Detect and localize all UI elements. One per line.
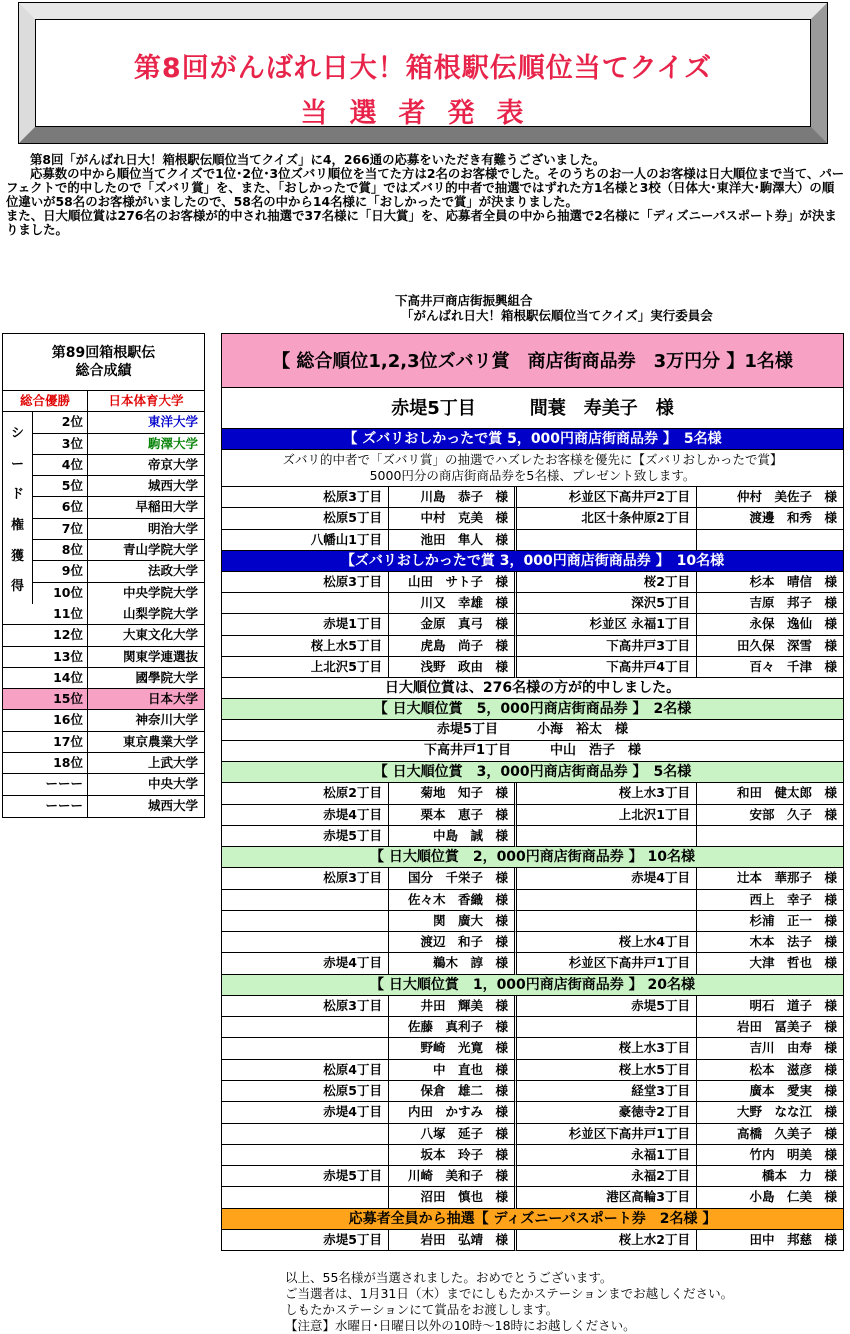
school-cell: 山梨学院大学	[122, 605, 198, 621]
intro-paragraph-1: 第8回「がんばれ日大！箱根駅伝順位当てクイズ」に4，266通の応募をいただき有難うございました。	[30, 152, 606, 167]
results-subtitle: 総合成績	[75, 363, 132, 379]
address-cell: 上北沢5丁目	[221, 657, 389, 678]
results-row	[3, 412, 204, 433]
footer-line-2: ご当選者は、1月31日（木）までにしもたかステーションまでお越しください。	[285, 1286, 734, 1301]
name-cell: 川又 幸雄 様	[389, 593, 517, 614]
school-cell: 城西大学	[147, 797, 198, 813]
school-cell: 城西大学	[147, 478, 198, 494]
rank-cell: 8位	[33, 540, 88, 560]
name-cell: 保倉 雄二 様	[389, 1081, 517, 1102]
winner-row	[3, 391, 204, 412]
school-cell: 駒澤大学	[147, 435, 198, 451]
name-cell: 杉浦 正一 様	[697, 911, 844, 932]
address-cell	[517, 911, 697, 932]
name-cell: 廣本 愛実 様	[697, 1081, 844, 1102]
address-cell: 赤堤4丁目	[517, 868, 697, 889]
nichidai-3000-header: 【 日大順位賞 3，000円商店街商品券 】 5名様	[221, 762, 844, 783]
winner-row	[221, 1038, 844, 1059]
address-cell: 下高井戸3丁目	[517, 636, 697, 657]
name-cell: 仲村 美佐子 様	[697, 487, 844, 508]
name-cell: 野崎 光寛 様	[389, 1038, 517, 1059]
name-cell: 沼田 慎也 様	[389, 1187, 517, 1208]
address-cell: 経堂3丁目	[517, 1081, 697, 1102]
address-cell: 赤堤5丁目	[221, 1230, 389, 1251]
name-cell: 明石 道子 様	[697, 996, 844, 1017]
address-cell: 桜上水3丁目	[517, 1038, 697, 1059]
nichidai-2000-header: 【 日大順位賞 2，000円商店街商品券 】 10名様	[221, 847, 844, 868]
oshi-5000-winners	[221, 487, 844, 551]
address-cell: 赤堤1丁目	[221, 614, 389, 635]
address-cell: 杉並区下高井戸1丁目	[517, 953, 697, 974]
address-cell	[221, 1145, 389, 1166]
address-cell: 松原4丁目	[221, 1060, 389, 1081]
name-cell: 佐藤 真利子 様	[389, 1017, 517, 1038]
address-cell: 桜上水5丁目	[517, 1060, 697, 1081]
school-cell: 東洋大学	[147, 414, 198, 430]
name-cell: 渡邊 和秀 様	[697, 508, 844, 529]
rank-cell: 9位	[33, 561, 88, 581]
address-cell: 北区十条仲原2丁目	[517, 508, 697, 529]
winner-label: 総合優勝	[3, 391, 88, 411]
page-subtitle: 当選者発表	[300, 98, 546, 129]
school-cell: 上武大学	[147, 755, 198, 771]
nichidai-2000-winners	[221, 868, 844, 974]
address-cell	[221, 593, 389, 614]
name-cell: 高橋 久美子 様	[697, 1124, 844, 1145]
name-cell: 小島 仁美 様	[697, 1187, 844, 1208]
address-cell: 下高井戸4丁目	[517, 657, 697, 678]
address-cell: 桜上水2丁目	[517, 1230, 697, 1251]
organizer	[395, 293, 713, 323]
seed-char: ー	[10, 456, 24, 472]
results-row	[3, 647, 204, 668]
address-cell: 松原5丁目	[221, 1081, 389, 1102]
name-cell: 山田 サト子 様	[389, 572, 517, 593]
winner-row	[221, 783, 844, 804]
name-cell: 国分 千栄子 様	[389, 868, 517, 889]
address-cell: 赤堤5丁目	[221, 1166, 389, 1187]
results-row	[3, 540, 204, 561]
school-cell: 帝京大学	[147, 456, 198, 472]
name-cell: 竹内 明美 様	[697, 1145, 844, 1166]
school-cell: 神奈川大学	[135, 712, 198, 728]
name-cell: 井田 輝美 様	[389, 996, 517, 1017]
name-cell: 辻本 華那子 様	[697, 868, 844, 889]
name-cell: 栗本 恵子 様	[389, 805, 517, 826]
seed-char: シ	[10, 426, 24, 442]
results-header	[3, 334, 204, 391]
nichidai-note: 日大順位賞は、276名様の方が的中しました。	[221, 678, 844, 699]
title-box	[35, 19, 811, 127]
seed-char: ド	[10, 487, 24, 503]
oshi-5000-note	[221, 450, 844, 487]
winner-row	[221, 1187, 844, 1208]
name-cell: 田中 邦慈 様	[697, 1230, 844, 1251]
organizer-line-1: 下高井戸商店街振興組合	[395, 293, 533, 308]
name-cell: 百々 千津 様	[697, 657, 844, 678]
seed-char: 得	[10, 579, 24, 595]
intro-text	[6, 153, 846, 237]
name-cell: 中島 誠 様	[389, 826, 517, 847]
name-cell: 菊地 知子 様	[389, 783, 517, 804]
address-cell: 港区高輪3丁目	[517, 1187, 697, 1208]
address-cell: 松原3丁目	[221, 487, 389, 508]
name-cell	[697, 826, 844, 847]
winner-row	[221, 487, 844, 508]
name-cell: 西上 幸子 様	[697, 890, 844, 911]
address-cell	[517, 1017, 697, 1038]
name-cell: 鵜木 諄 様	[389, 953, 517, 974]
zubari-winner: 赤堤5丁目 間蓑 寿美子 様	[221, 388, 844, 429]
oshi-5000-note-line-1: ズバリ的中者で「ズバリ賞」の抽選でハズレたお客様を優先に【ズバリおしかったで賞】	[282, 452, 783, 467]
address-cell	[221, 932, 389, 953]
winner-row	[221, 805, 844, 826]
school-cell: 中央大学	[147, 776, 198, 792]
name-cell: 浅野 政由 様	[389, 657, 517, 678]
address-cell: 赤堤4丁目	[221, 1102, 389, 1123]
seed-label	[3, 412, 33, 604]
address-cell	[221, 1124, 389, 1145]
address-cell	[221, 1187, 389, 1208]
rank-cell: 11位	[3, 604, 88, 624]
footer-line-1: 以上、55名様が当選されました。おめでとうございます。	[285, 1270, 613, 1285]
results-row	[3, 796, 204, 817]
name-cell: 杉本 晴信 様	[697, 572, 844, 593]
address-cell	[221, 1017, 389, 1038]
results-row	[3, 625, 204, 646]
results-row	[3, 689, 204, 710]
address-cell: 杉並区 永福1丁目	[517, 614, 697, 635]
rank-cell: 15位	[3, 689, 88, 709]
school-cell: 國學院大学	[135, 669, 198, 685]
winner-row	[221, 868, 844, 889]
name-cell: 佐々木 香織 様	[389, 890, 517, 911]
name-cell: 橋本 力 様	[697, 1166, 844, 1187]
address-cell: 松原3丁目	[221, 868, 389, 889]
name-cell: 中村 克美 様	[389, 508, 517, 529]
address-cell: 赤堤4丁目	[221, 805, 389, 826]
name-cell: 川島 恭子 様	[389, 487, 517, 508]
name-cell: 安部 久子 様	[697, 805, 844, 826]
name-cell: 和田 健太郎 様	[697, 783, 844, 804]
name-cell: 大津 哲也 様	[697, 953, 844, 974]
address-cell: 松原5丁目	[221, 508, 389, 529]
winner-row	[221, 1145, 844, 1166]
school-cell: 関東学連選抜	[122, 648, 198, 664]
rank-cell: 13位	[3, 647, 88, 667]
winner-row	[221, 911, 844, 932]
address-cell: 赤堤5丁目	[517, 996, 697, 1017]
winner-row	[221, 530, 844, 551]
address-cell: 永福2丁目	[517, 1166, 697, 1187]
address-cell	[517, 826, 697, 847]
winner-row	[221, 890, 844, 911]
address-cell: 松原3丁目	[221, 996, 389, 1017]
winner-row	[221, 932, 844, 953]
school-cell: 大東文化大学	[122, 627, 198, 643]
results-title: 第89回箱根駅伝	[51, 345, 156, 361]
address-cell: 桜上水5丁目	[221, 636, 389, 657]
rank-cell: 4位	[33, 455, 88, 475]
winner-row	[221, 1230, 844, 1251]
organizer-line-2: 「がんばれ日大！箱根駅伝順位当てクイズ」実行委員会	[401, 308, 713, 323]
address-cell	[517, 530, 697, 551]
address-cell: 赤堤4丁目	[221, 953, 389, 974]
winner-row	[221, 1081, 844, 1102]
name-cell: 木本 法子 様	[697, 932, 844, 953]
rank-cell: ーーー	[3, 796, 88, 817]
address-cell: 永福1丁目	[517, 1145, 697, 1166]
rank-cell: 7位	[33, 519, 88, 539]
intro-paragraph-2: 応募数の中から順位当てクイズで1位･2位･3位ズバリ順位を当てた方は2名のお客様でした。そのうちのお一人のお客様は日大順位まで当て、パーフェクトで的中したので「ズバリ賞」を、また、「おしかったで賞」ではズバリ的中者で抽選ではずれた方1名様と3校（日体大･東洋大･駒澤大）の順位違いが58名のお客様がいましたので、58名の中から14名様に「おしかったで賞」が決まりました。	[6, 166, 845, 209]
school-cell: 東京農業大学	[122, 733, 198, 749]
name-cell: 虎島 尚子 様	[389, 636, 517, 657]
nichidai-5000-header: 【 日大順位賞 5，000円商店街商品券 】 2名様	[221, 699, 844, 720]
rank-cell: 3位	[33, 434, 88, 454]
name-cell: 池田 隼人 様	[389, 530, 517, 551]
name-cell: 岩田 冨美子 様	[697, 1017, 844, 1038]
name-cell: 金原 真弓 様	[389, 614, 517, 635]
name-cell: 坂本 玲子 様	[389, 1145, 517, 1166]
rank-cell: 16位	[3, 710, 88, 730]
seed-char: 権	[10, 518, 24, 534]
school-cell: 青山学院大学	[122, 542, 198, 558]
footer-notice	[285, 1270, 733, 1334]
winner-row	[221, 1124, 844, 1145]
rank-cell: ーーー	[3, 774, 88, 794]
name-cell: 吉川 由寿 様	[697, 1038, 844, 1059]
results-row	[3, 519, 204, 540]
winner-row	[221, 996, 844, 1017]
winner-row	[221, 1060, 844, 1081]
school-cell: 早稲田大学	[135, 499, 198, 515]
address-cell: 深沢5丁目	[517, 593, 697, 614]
results-row	[3, 476, 204, 497]
prize-list	[221, 333, 844, 1251]
winner-row	[221, 657, 844, 678]
results-row	[3, 434, 204, 455]
name-cell: 永保 逸仙 様	[697, 614, 844, 635]
name-cell	[697, 530, 844, 551]
address-cell: 豪徳寺2丁目	[517, 1102, 697, 1123]
name-cell: 内田 かすみ 様	[389, 1102, 517, 1123]
name-cell: 渡辺 和子 様	[389, 932, 517, 953]
name-cell: 八塚 延子 様	[389, 1124, 517, 1145]
rank-cell: 2位	[33, 412, 88, 432]
rank-cell: 17位	[3, 732, 88, 752]
name-cell: 田久保 深雪 様	[697, 636, 844, 657]
race-results-table	[2, 333, 205, 818]
seed-char: 獲	[10, 548, 24, 564]
school-cell: 法政大学	[147, 563, 198, 579]
address-cell	[221, 911, 389, 932]
results-row	[3, 583, 204, 604]
address-cell: 杉並区下高井戸1丁目	[517, 1124, 697, 1145]
intro-paragraph-3: また、日大順位賞は276名のお客様が的中され抽選で37名様に「日大賞」を、応募者全員の中から抽選で2名様に「ディズニーパスポート券」が決まりました。	[6, 208, 837, 237]
disney-winners	[221, 1230, 844, 1251]
disney-header: 応募者全員から抽選【 ディズニーパスポート券 2名様 】	[221, 1209, 844, 1230]
name-cell: 中 直也 様	[389, 1060, 517, 1081]
address-cell: 赤堤5丁目	[221, 826, 389, 847]
rank-cell: 10位	[33, 583, 88, 604]
winner-row	[221, 1017, 844, 1038]
results-row	[3, 604, 204, 625]
rank-cell: 6位	[33, 497, 88, 517]
results-row	[3, 774, 204, 795]
zubari-prize-header: 【 総合順位1,2,3位ズバリ賞 商店街商品券 3万円分 】1名様	[221, 333, 844, 388]
address-cell: 上北沢1丁目	[517, 805, 697, 826]
results-row	[3, 732, 204, 753]
results-row	[3, 497, 204, 518]
name-cell: 岩田 弘靖 様	[389, 1230, 517, 1251]
footer-line-3: しもたかステーションにて賞品をお渡しします。	[285, 1302, 559, 1317]
nichidai-5000-winner-2: 下高井戸1丁目 中山 浩子 様	[221, 741, 844, 762]
address-cell	[517, 890, 697, 911]
rank-cell: 14位	[3, 668, 88, 688]
winner-row	[221, 826, 844, 847]
winner-row	[221, 593, 844, 614]
winner-row	[221, 614, 844, 635]
school-cell: 明治大学	[147, 520, 198, 536]
name-cell: 大野 なな江 様	[697, 1102, 844, 1123]
winner-row	[221, 508, 844, 529]
nichidai-1000-header: 【 日大順位賞 1，000円商店街商品券 】 20名様	[221, 975, 844, 996]
results-row	[3, 561, 204, 582]
rank-cell: 18位	[3, 753, 88, 773]
address-cell: 桜上水3丁目	[517, 783, 697, 804]
oshi-3000-winners	[221, 572, 844, 678]
school-cell: 日本大学	[147, 691, 198, 707]
winner-row	[221, 572, 844, 593]
nichidai-5000-winner-1: 赤堤5丁目 小海 裕太 様	[221, 720, 844, 741]
name-cell: 吉原 邦子 様	[697, 593, 844, 614]
name-cell: 松本 滋彦 様	[697, 1060, 844, 1081]
oshi-5000-header: 【 ズバリおしかったで賞 5，000円商店街商品券 】 5名様	[221, 429, 844, 450]
results-row	[3, 710, 204, 731]
rank-cell: 12位	[3, 625, 88, 645]
address-cell	[221, 1038, 389, 1059]
nichidai-3000-winners	[221, 783, 844, 847]
rank-cell: 5位	[33, 476, 88, 496]
nichidai-1000-winners	[221, 996, 844, 1209]
name-cell: 川崎 美和子 様	[389, 1166, 517, 1187]
address-cell: 八幡山1丁目	[221, 530, 389, 551]
address-cell: 杉並区下高井戸2丁目	[517, 487, 697, 508]
address-cell	[221, 890, 389, 911]
title-frame	[18, 2, 828, 144]
oshi-3000-header: 【ズバリおしかったで賞 3，000円商店街商品券 】 10名様	[221, 551, 844, 572]
winner-school: 日本体育大学	[108, 393, 184, 408]
address-cell: 桜上水4丁目	[517, 932, 697, 953]
seed-block	[3, 412, 204, 604]
winner-row	[221, 953, 844, 974]
results-row	[3, 668, 204, 689]
winner-row	[221, 636, 844, 657]
school-cell: 中央学院大学	[122, 584, 198, 600]
name-cell: 関 廣大 様	[389, 911, 517, 932]
results-row	[3, 753, 204, 774]
address-cell: 桜2丁目	[517, 572, 697, 593]
footer-line-4: 【注意】水曜日･日曜日以外の10時～18時にお越しください。	[285, 1318, 636, 1333]
results-row	[3, 455, 204, 476]
winner-row	[221, 1102, 844, 1123]
address-cell: 松原2丁目	[221, 783, 389, 804]
page-title: 第8回がんばれ日大！箱根駅伝順位当てクイズ	[133, 53, 713, 84]
oshi-5000-note-line-2: 5000円分の商店街商品券を5名様、プレゼント致します。	[369, 468, 696, 483]
address-cell: 松原3丁目	[221, 572, 389, 593]
winner-row	[221, 1166, 844, 1187]
